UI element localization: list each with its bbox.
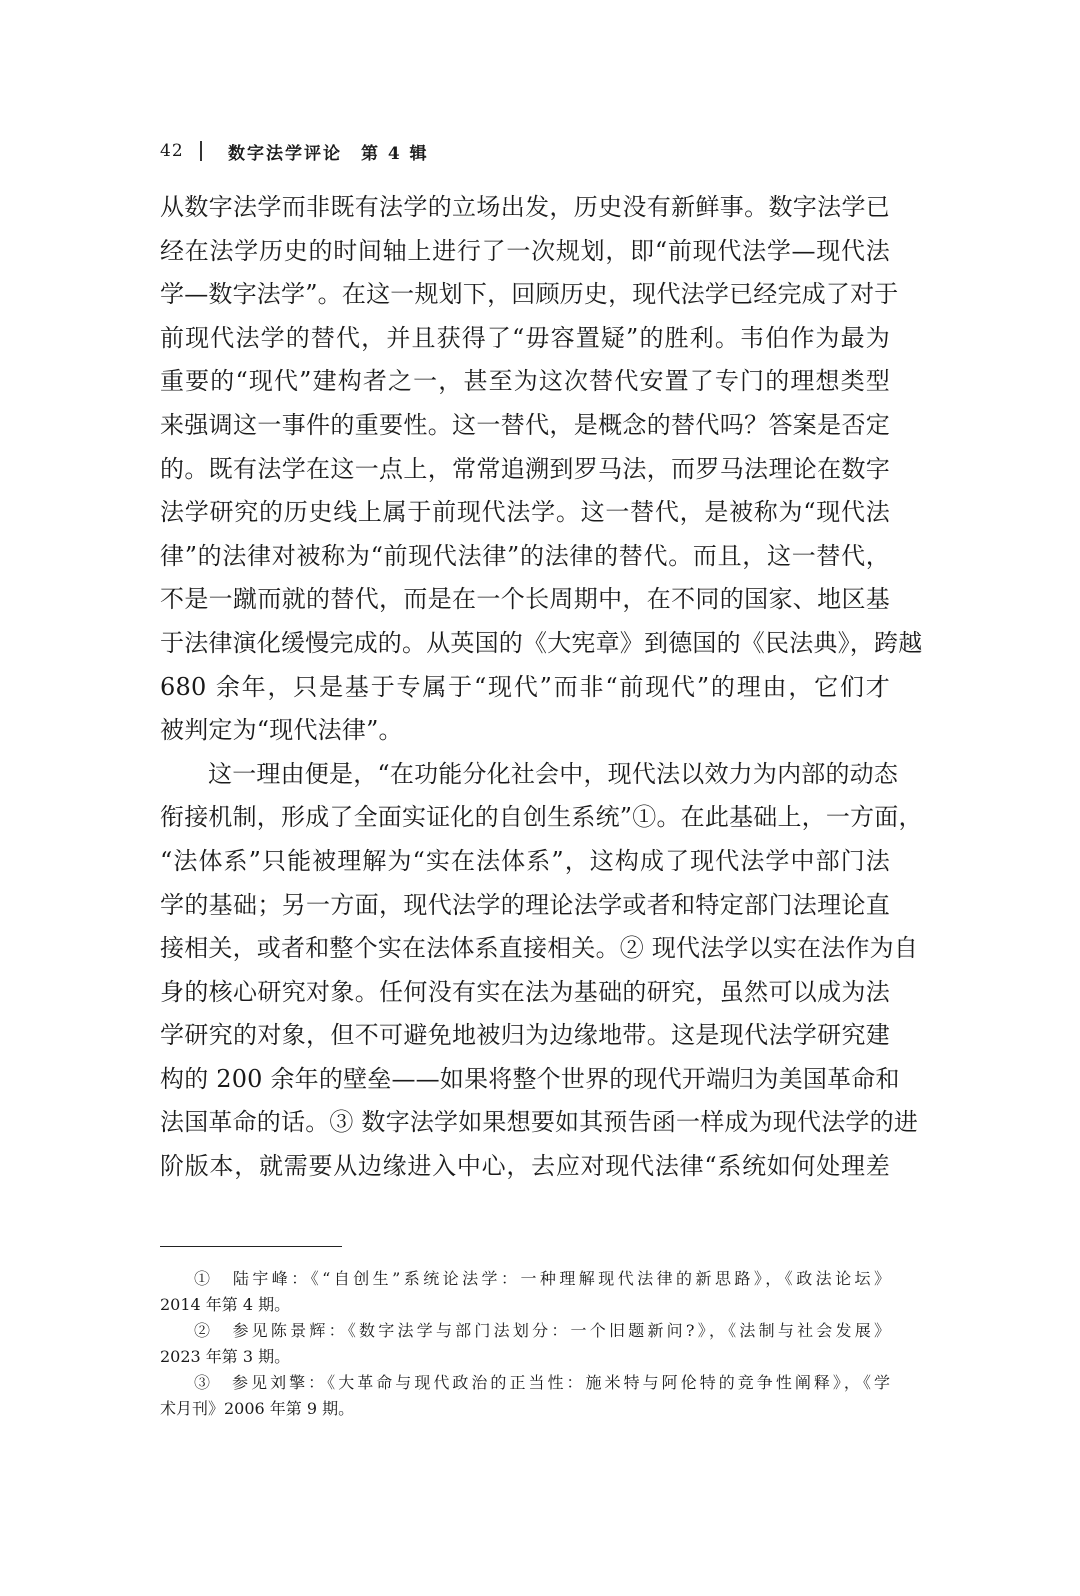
footnote-3: ③ 参见刘擎：《大革命与现代政治的正当性：施米特与阿伦特的竞争性阐释》，《学 (194, 1373, 890, 1392)
footnote-1: ① 陆宇峰：《“自创生”系统论法学：一种理解现代法律的新思路》，《政法论坛》 (194, 1269, 890, 1288)
body-line: 法国革命的话。③ 数字法学如果想要如其预告函一样成为现代法学的进 (160, 1108, 919, 1137)
footnotes (160, 1266, 890, 1422)
body-line: 衔接机制，形成了全面实证化的自创生系统”①。在此基础上，一方面， (160, 803, 923, 832)
journal-title: 数字法学评论 第 4 辑 (228, 143, 429, 164)
running-header (160, 136, 429, 166)
body-line: 接相关，或者和整个实在法体系直接相关。② 现代法学以实在法作为自 (160, 934, 919, 963)
body-line: 于法律演化缓慢完成的。从英国的《大宪章》到德国的《民法典》，跨越 (160, 628, 923, 657)
footnote-2: ② 参见陈景辉：《数字法学与部门法划分：一个旧题新问?》，《法制与社会发展》 (194, 1321, 890, 1340)
body-line: 被判定为“现代法律”。 (160, 716, 403, 745)
body-line: 法学研究的历史线上属于前现代法学。这一替代，是被称为“现代法 (160, 498, 890, 527)
body-line: 学研究的对象，但不可避免地被归为边缘地带。这是现代法学研究建 (160, 1021, 890, 1050)
body-line: 构的 200 余年的壁垒——如果将整个世界的现代开端归为美国革命和 (160, 1064, 900, 1093)
body-line: “法体系”只能被理解为“实在法体系”，这构成了现代法学中部门法 (160, 846, 890, 875)
body-line: 律”的法律对被称为“前现代法律”的法律的替代。而且，这一替代， (160, 541, 890, 570)
body-line: 经在法学历史的时间轴上进行了一次规划，即“前现代法学—现代法 (160, 236, 890, 265)
header-divider (200, 141, 202, 161)
body-line: 学的基础；另一方面，现代法学的理论法学或者和特定部门法理论直 (160, 890, 890, 919)
footnote-1-cont: 2014 年第 4 期。 (160, 1295, 291, 1314)
body-line: 阶版本，就需要从边缘进入中心，去应对现代法律“系统如何处理差 (160, 1152, 890, 1181)
body-line: 来强调这一事件的重要性。这一替代，是概念的替代吗？答案是否定 (160, 410, 890, 439)
body-line: 从数字法学而非既有法学的立场出发，历史没有新鲜事。数字法学已 (160, 193, 890, 221)
body-line: 前现代法学的替代，并且获得了“毋容置疑”的胜利。韦伯作为最为 (160, 323, 890, 352)
footnote-3-cont: 术月刊》2006 年第 9 期。 (160, 1399, 355, 1418)
body-line: 身的核心研究对象。任何没有实在法为基础的研究，虽然可以成为法 (160, 977, 890, 1006)
body-line: 680 余年，只是基于专属于“现代”而非“前现代”的理由，它们才 (160, 672, 890, 701)
footnote-2-cont: 2023 年第 3 期。 (160, 1347, 291, 1366)
body-line: 不是一蹴而就的替代，而是在一个长周期中，在不同的国家、地区基 (160, 585, 890, 614)
paragraph-start-line: 这一理由便是，“在功能分化社会中，现代法以效力为内部的动态 (208, 759, 899, 788)
body-line: 的。既有法学在这一点上，常常追溯到罗马法，而罗马法理论在数字 (160, 454, 890, 483)
main-text (160, 186, 923, 1189)
footnote-separator (160, 1246, 342, 1247)
body-line: 学—数字法学”。在这一规划下，回顾历史，现代法学已经完成了对于 (160, 280, 899, 309)
body-line: 重要的“现代”建构者之一，甚至为这次替代安置了专门的理想类型 (160, 367, 890, 396)
page-number: 42 (160, 141, 184, 161)
